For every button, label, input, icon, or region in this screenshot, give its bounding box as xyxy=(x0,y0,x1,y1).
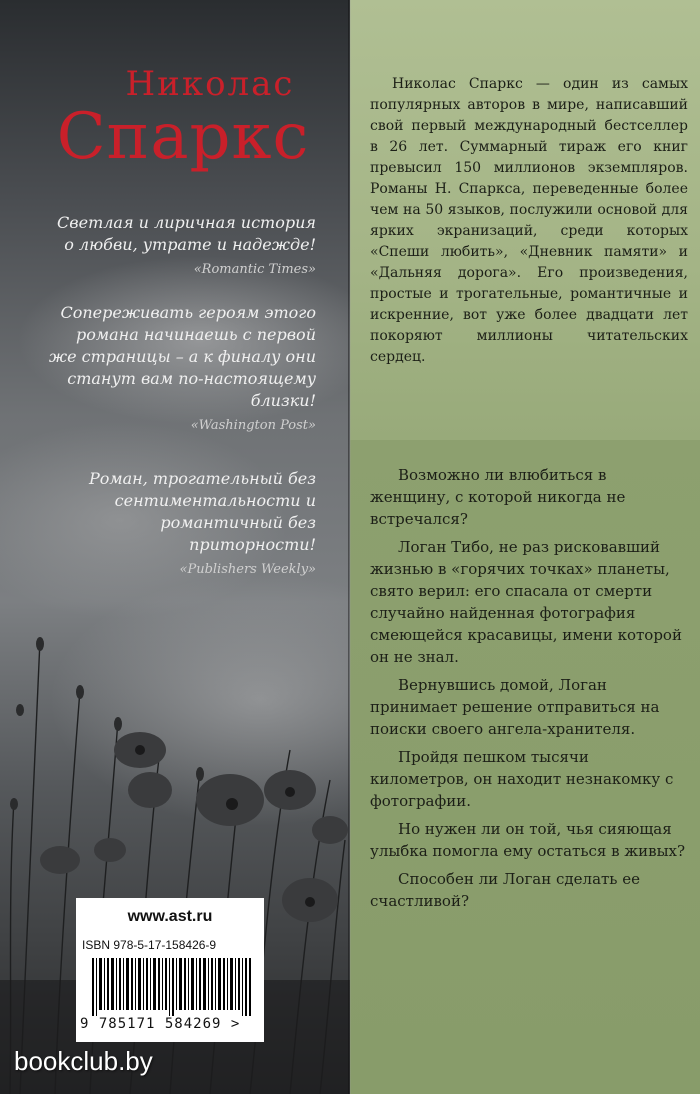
quote-text: Светлая и лиричная история о любви, утрате и надежде! xyxy=(57,213,316,254)
barcode-number: 9 785171 584269 > xyxy=(80,1016,241,1032)
author-last-name: Спаркс xyxy=(56,100,310,174)
watermark-text: bookclub.by xyxy=(14,1046,153,1076)
quote-source: «Publishers Weekly» xyxy=(179,562,316,577)
synopsis-paragraph: Но нужен ли он той, чья сияющая улыбка помогла ему остаться в живых? xyxy=(370,820,686,860)
quote-source: «Romantic Times» xyxy=(193,262,316,277)
review-quote xyxy=(46,212,316,277)
panel-divider xyxy=(348,0,351,1094)
quote-text: Сопереживать героям этого романа начинаешь с первой же страницы – а к финалу они станут вам по-настоящему близки! xyxy=(48,303,316,410)
author-first-name: Николас xyxy=(125,64,295,104)
synopsis-paragraph: Возможно ли влюбиться в женщину, с которой никогда не встречался? xyxy=(370,466,626,528)
barcode-label xyxy=(76,898,264,1042)
barcode-icon xyxy=(92,958,252,1016)
synopsis-paragraph: Вернувшись домой, Логан принимает решение отправиться на поиски своего ангела-хранителя. xyxy=(370,676,660,738)
synopsis xyxy=(370,464,688,918)
author-bio: Николас Спаркс — один из самых популярных авторов в мире, написавший свой первый международный бестселлер в 26 лет. Суммарный тираж его книг превысил 150 миллионов экземпляров. Романы Н. Спаркса, переведенные более чем на 50 языков, послужили основой для ярких экранизаций, среди которых «Спеши любить», «Дневник памяти» и «Дальняя дорога». Его произведения, простые и трогательные, романтичные и искренние, вот уже более двадцати лет покоряют миллионы читательских сердец. xyxy=(370,76,688,365)
quote-source: «Washington Post» xyxy=(190,418,316,433)
synopsis-paragraph: Способен ли Логан сделать ее счастливой? xyxy=(370,870,640,910)
synopsis-paragraph: Пройдя пешком тысячи километров, он находит незнакомку с фотографии. xyxy=(370,748,674,810)
synopsis-paragraph: Логан Тибо, не раз рисковавший жизнью в «горячих точках» планеты, свято верил: его спасала от смерти случайно найденная фотография смеющейся красавицы, имени которой он не знал. xyxy=(370,538,682,666)
isbn-text: ISBN 978-5-17-158426-9 xyxy=(82,938,217,952)
quote-text: Роман, трогательный без сентиментальности и романтичный без приторности! xyxy=(88,469,316,554)
review-quote xyxy=(46,468,316,577)
publisher-url: www.ast.ru xyxy=(127,908,213,925)
review-quote xyxy=(46,302,316,433)
